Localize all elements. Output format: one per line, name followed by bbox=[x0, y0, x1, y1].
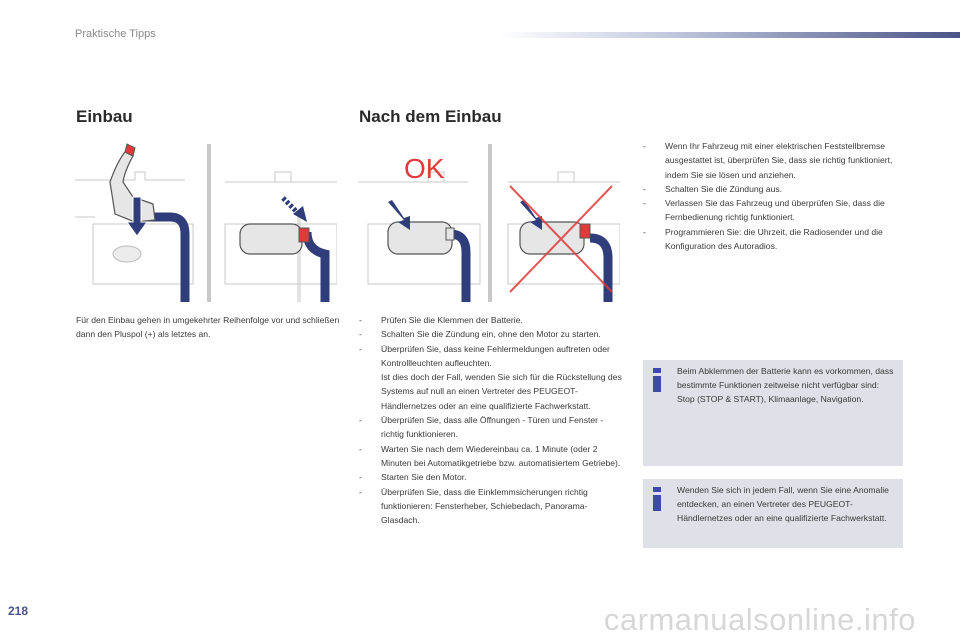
info-icon bbox=[653, 487, 661, 511]
info-box-functions bbox=[643, 360, 903, 466]
heading-nach-dem-einbau: Nach dem Einbau bbox=[359, 107, 502, 126]
list-item: - Überprüfen Sie, dass alle Öffnungen - Türen und Fenster - richtig funktionieren. bbox=[359, 413, 624, 442]
list-item: - Schalten Sie die Zündung aus. bbox=[643, 182, 905, 196]
watermark: carmanualsonline.info bbox=[603, 602, 916, 637]
info-text: Wenden Sie sich in jedem Fall, wenn Sie eine Anomalie entdecken, an einen Vertreter des PEUGEOT-Händlernetzes oder an eine qualifizierte Fachwerkstatt. bbox=[677, 485, 889, 523]
list-item: - Programmieren Sie: die Uhrzeit, die Radiosender und die Konfiguration des Autoradios. bbox=[643, 225, 905, 254]
info-box-anomaly bbox=[643, 479, 903, 548]
ok-label: OK bbox=[404, 153, 445, 184]
einbau-text: Für den Einbau gehen in umgekehrter Reihenfolge vor und schließen dann den Pluspol (+) als letztes an. bbox=[76, 315, 340, 339]
list-item: - Wenn Ihr Fahrzeug mit einer elektrischen Feststellbremse ausgestattet ist, überprüfen Sie, dass sie richtig funktioniert, indem Sie sie lösen und anziehen. bbox=[643, 139, 905, 182]
info-icon bbox=[653, 368, 661, 392]
einbau-illustration bbox=[75, 142, 337, 302]
page-header-title: Praktische Tipps bbox=[75, 28, 156, 40]
list-item: - Prüfen Sie die Klemmen der Batterie. bbox=[359, 313, 624, 327]
after-install-steps-continued bbox=[643, 139, 905, 253]
list-item: - Schalten Sie die Zündung ein, ohne den Motor zu starten. bbox=[359, 327, 624, 341]
nach-dem-einbau-illustration bbox=[358, 142, 620, 302]
list-item: - Überprüfen Sie, dass die Einklemmsicherungen richtig funktionieren: Fensterheber, Schiebedach, Panorama-Glasdach. bbox=[359, 485, 624, 528]
list-item: - Verlassen Sie das Fahrzeug und überprüfen Sie, dass die Fernbedienung richtig funktioniert. bbox=[643, 196, 905, 225]
list-item: - Warten Sie nach dem Wiedereinbau ca. 1 Minute (oder 2 Minuten bei Automatikgetriebe bzw. automatisiertem Getriebe). bbox=[359, 442, 624, 471]
heading-einbau: Einbau bbox=[76, 107, 133, 126]
list-item: - Starten Sie den Motor. bbox=[359, 470, 624, 484]
page-number: 218 bbox=[8, 604, 29, 618]
info-text: Beim Abklemmen der Batterie kann es vorkommen, dass bestimmte Funktionen zeitweise nicht verfügbar sind: Stop (STOP & START), Klimaanlage, Navigation. bbox=[677, 366, 894, 404]
header-bar bbox=[500, 32, 960, 38]
list-item: - Überprüfen Sie, dass keine Fehlermeldungen auftreten oder Kontrollleuchten aufleuchten. Ist dies doch der Fall, wenden Sie sich für die Rückstellung des Systems auf null an einen Vertreter des PEUGEOT-Händlernetzes oder an eine qualifizierte Fachwerkstatt. bbox=[359, 342, 624, 413]
after-install-steps bbox=[359, 313, 624, 527]
